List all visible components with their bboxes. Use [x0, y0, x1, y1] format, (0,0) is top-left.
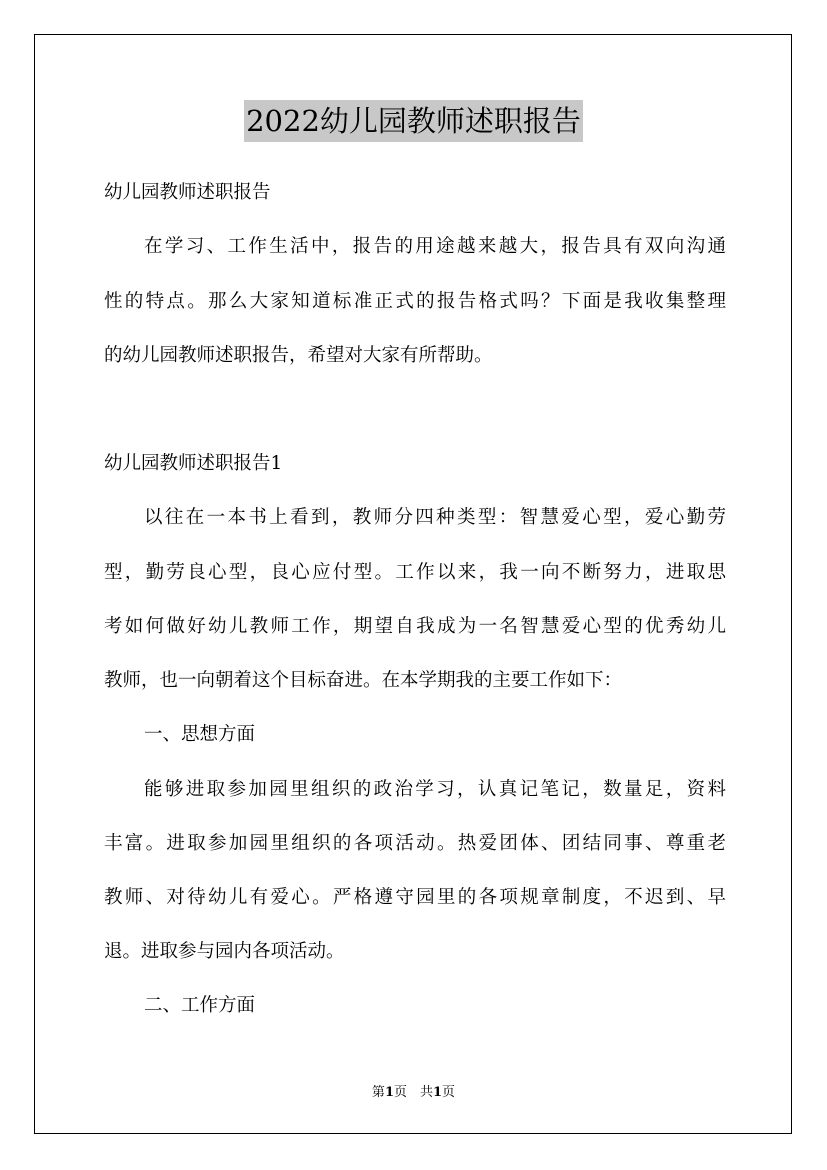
para2-line-3: 教师、对待幼儿有爱心。严格遵守园里的各项规章制度，不迟到、早 — [104, 887, 726, 908]
para2-line-2: 丰富。进取参加园里组织的各项活动。热爱团体、团结同事、尊重老 — [104, 833, 726, 854]
subheading-thought: 一、思想方面 — [144, 724, 256, 745]
para2-line-1: 能够进取参加园里组织的政治学习，认真记笔记，数量足，资料 — [144, 779, 726, 800]
intro-line-3: 的幼儿园教师述职报告，希望对大家有所帮助。 — [104, 345, 493, 366]
footer-suffix: 页 — [442, 1085, 456, 1100]
intro-line-2: 性的特点。那么大家知道标准正式的报告格式吗？下面是我收集整理 — [104, 291, 726, 312]
para1-line-2: 型，勤劳良心型，良心应付型。工作以来，我一向不断努力，进取思 — [104, 562, 726, 583]
footer-page-total: 1 — [433, 1085, 443, 1100]
para1-line-4: 教师，也一向朝着这个目标奋进。在本学期我的主要工作如下： — [104, 670, 623, 691]
para2-line-4: 退。进取参与园内各项活动。 — [104, 941, 345, 962]
footer-page-current: 1 — [384, 1085, 394, 1100]
page-footer — [0, 1084, 827, 1102]
footer-mid: 页 共 — [393, 1085, 433, 1100]
subheading-work: 二、工作方面 — [144, 995, 256, 1016]
document-title: 2022幼儿园教师述职报告 — [244, 100, 583, 142]
section-heading-1: 幼儿园教师述职报告1 — [104, 453, 283, 474]
subtitle-line: 幼儿园教师述职报告 — [104, 182, 271, 203]
para1-line-3: 考如何做好幼儿教师工作，期望自我成为一名智慧爱心型的优秀幼儿 — [104, 616, 726, 637]
footer-prefix: 第 — [371, 1085, 385, 1100]
para1-line-1: 以往在一本书上看到，教师分四种类型：智慧爱心型，爱心勤劳 — [144, 507, 726, 528]
title-block — [0, 100, 827, 142]
intro-line-1: 在学习、工作生活中，报告的用途越来越大，报告具有双向沟通 — [144, 236, 726, 257]
